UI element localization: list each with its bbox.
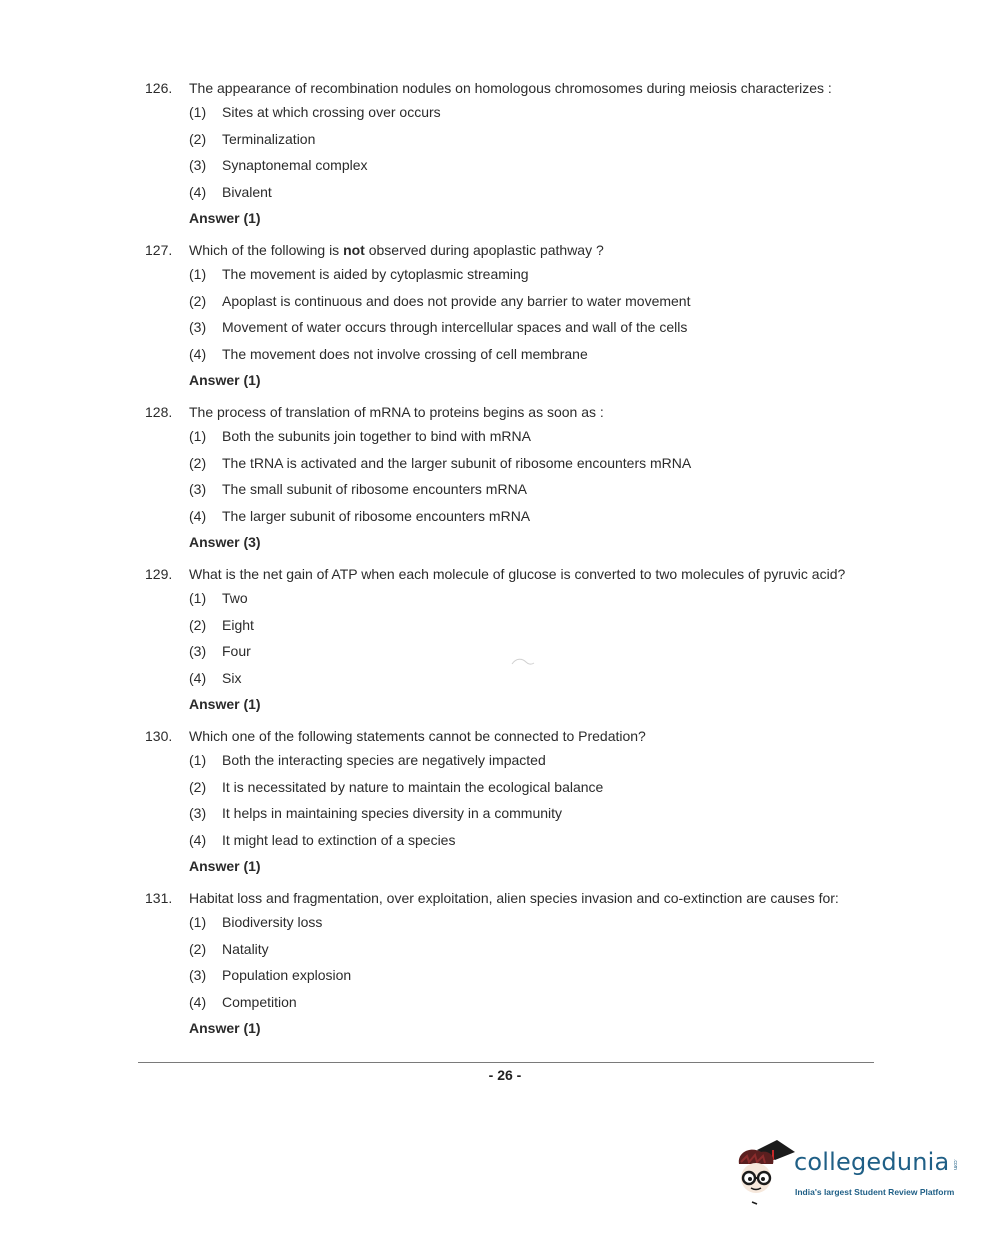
option bbox=[145, 314, 885, 341]
question-text-emphasis: not bbox=[343, 242, 365, 258]
question-text: The process of translation of mRNA to proteins begins as soon as : bbox=[189, 404, 604, 420]
question-number: 131. bbox=[145, 890, 173, 906]
option-text: Population explosion bbox=[222, 967, 352, 983]
option-number: (3) bbox=[189, 481, 207, 497]
option bbox=[145, 152, 885, 179]
option bbox=[145, 909, 885, 936]
option bbox=[145, 503, 885, 530]
option-text: It is necessitated by nature to maintain the ecological balance bbox=[222, 778, 604, 795]
option-text: Biodiversity loss bbox=[222, 914, 323, 930]
option-number: (2) bbox=[189, 778, 207, 795]
option-text: The tRNA is activated and the larger subunit of ribosome encounters mRNA bbox=[222, 454, 692, 471]
scan-mark-icon bbox=[510, 656, 536, 668]
option-number: (4) bbox=[189, 993, 207, 1010]
option-number: (3) bbox=[189, 967, 207, 983]
option bbox=[145, 747, 885, 774]
brand-domain-suffix: .com bbox=[952, 1159, 958, 1170]
option-number: (1) bbox=[189, 104, 207, 120]
option bbox=[145, 288, 885, 315]
answer-text: Answer (1) bbox=[189, 1020, 261, 1036]
question-text: Which one of the following statements cannot be connected to Predation? bbox=[189, 728, 646, 744]
option bbox=[145, 179, 885, 206]
option-text: Six bbox=[222, 669, 242, 686]
option-text: Competition bbox=[222, 993, 297, 1010]
option bbox=[145, 476, 885, 503]
option-text: It might lead to extinction of a species bbox=[222, 831, 456, 848]
option-number: (2) bbox=[189, 292, 207, 309]
option bbox=[145, 450, 885, 477]
answer-text: Answer (1) bbox=[189, 372, 261, 388]
option-text: It helps in maintaining species diversity in a community bbox=[222, 805, 563, 821]
option-text: The movement is aided by cytoplasmic streaming bbox=[222, 266, 529, 282]
option-number: (2) bbox=[189, 454, 207, 471]
question-129 bbox=[145, 563, 885, 717]
option-number: (4) bbox=[189, 345, 207, 362]
option-text: Bivalent bbox=[222, 183, 272, 200]
option-text: Apoplast is continuous and does not provide any barrier to water movement bbox=[222, 292, 691, 309]
option-number: (2) bbox=[189, 940, 207, 957]
question-127 bbox=[145, 239, 885, 393]
answer-line bbox=[145, 205, 885, 231]
question-stem bbox=[145, 77, 885, 99]
question-stem bbox=[145, 239, 885, 261]
option-number: (2) bbox=[189, 130, 207, 147]
footer-divider bbox=[138, 1062, 874, 1063]
answer-text: Answer (3) bbox=[189, 534, 261, 550]
question-131 bbox=[145, 887, 885, 1041]
option-number: (1) bbox=[189, 428, 207, 444]
option bbox=[145, 585, 885, 612]
question-text: The appearance of recombination nodules on homologous chromosomes during meiosis characterizes : bbox=[189, 80, 832, 96]
option-text: The small subunit of ribosome encounters mRNA bbox=[222, 481, 528, 497]
option-number: (4) bbox=[189, 183, 207, 200]
option-number: (3) bbox=[189, 319, 207, 335]
option bbox=[145, 126, 885, 153]
option-number: (4) bbox=[189, 669, 207, 686]
question-number: 126. bbox=[145, 80, 173, 96]
question-stem bbox=[145, 401, 885, 423]
page-number: - 26 - bbox=[488, 1067, 522, 1083]
option-text: Terminalization bbox=[222, 130, 316, 147]
option bbox=[145, 800, 885, 827]
question-128 bbox=[145, 401, 885, 555]
option bbox=[145, 989, 885, 1016]
option-text: Natality bbox=[222, 940, 269, 957]
option-text: Four bbox=[222, 643, 251, 659]
answer-text: Answer (1) bbox=[189, 696, 261, 712]
question-text-part: Which of the following is bbox=[189, 242, 344, 258]
option bbox=[145, 774, 885, 801]
question-number: 128. bbox=[145, 404, 173, 420]
option-number: (3) bbox=[189, 643, 207, 659]
option-text: Both the interacting species are negatively impacted bbox=[222, 752, 546, 768]
option-number: (1) bbox=[189, 590, 207, 606]
option-text: The movement does not involve crossing of cell membrane bbox=[222, 345, 588, 362]
answer-line bbox=[145, 367, 885, 393]
option bbox=[145, 962, 885, 989]
answer-text: Answer (1) bbox=[189, 858, 261, 874]
question-list bbox=[145, 77, 885, 1049]
option bbox=[145, 341, 885, 368]
option-number: (3) bbox=[189, 805, 207, 821]
option-number: (4) bbox=[189, 507, 207, 524]
option-number: (4) bbox=[189, 831, 207, 848]
option-text: Sites at which crossing over occurs bbox=[222, 104, 441, 120]
option-text: Eight bbox=[222, 616, 254, 633]
question-text: What is the net gain of ATP when each molecule of glucose is converted to two molecules of pyruvic acid? bbox=[189, 566, 846, 582]
option bbox=[145, 827, 885, 854]
question-text: Habitat loss and fragmentation, over exploitation, alien species invasion and co-extinction are causes for: bbox=[189, 890, 839, 906]
question-number: 127. bbox=[145, 242, 173, 258]
option bbox=[145, 665, 885, 692]
option-text: Movement of water occurs through intercellular spaces and wall of the cells bbox=[222, 319, 688, 335]
question-number: 130. bbox=[145, 728, 173, 744]
collegedunia-logo bbox=[735, 1138, 965, 1208]
brand-name: collegedunia bbox=[794, 1148, 950, 1176]
option bbox=[145, 936, 885, 963]
question-130 bbox=[145, 725, 885, 879]
option bbox=[145, 261, 885, 288]
mascot-icon bbox=[735, 1138, 795, 1208]
option bbox=[145, 99, 885, 126]
option bbox=[145, 423, 885, 450]
option-number: (1) bbox=[189, 752, 207, 768]
option-number: (1) bbox=[189, 266, 207, 282]
question-text-part: observed during apoplastic pathway ? bbox=[364, 242, 604, 258]
option-text: Synaptonemal complex bbox=[222, 157, 368, 173]
answer-text: Answer (1) bbox=[189, 210, 261, 226]
option-text: Two bbox=[222, 590, 248, 606]
question-126 bbox=[145, 77, 885, 231]
answer-line bbox=[145, 853, 885, 879]
option-text: The larger subunit of ribosome encounters mRNA bbox=[222, 507, 531, 524]
question-stem bbox=[145, 725, 885, 747]
option-number: (3) bbox=[189, 157, 207, 173]
answer-line bbox=[145, 1015, 885, 1041]
brand-tagline: India's largest Student Review Platform bbox=[795, 1187, 955, 1197]
option bbox=[145, 612, 885, 639]
option-text: Both the subunits join together to bind with mRNA bbox=[222, 428, 531, 444]
option-number: (2) bbox=[189, 616, 207, 633]
option-number: (1) bbox=[189, 914, 207, 930]
question-number: 129. bbox=[145, 566, 173, 582]
question-stem bbox=[145, 887, 885, 909]
answer-line bbox=[145, 529, 885, 555]
question-stem bbox=[145, 563, 885, 585]
answer-line bbox=[145, 691, 885, 717]
question-text bbox=[189, 239, 604, 261]
